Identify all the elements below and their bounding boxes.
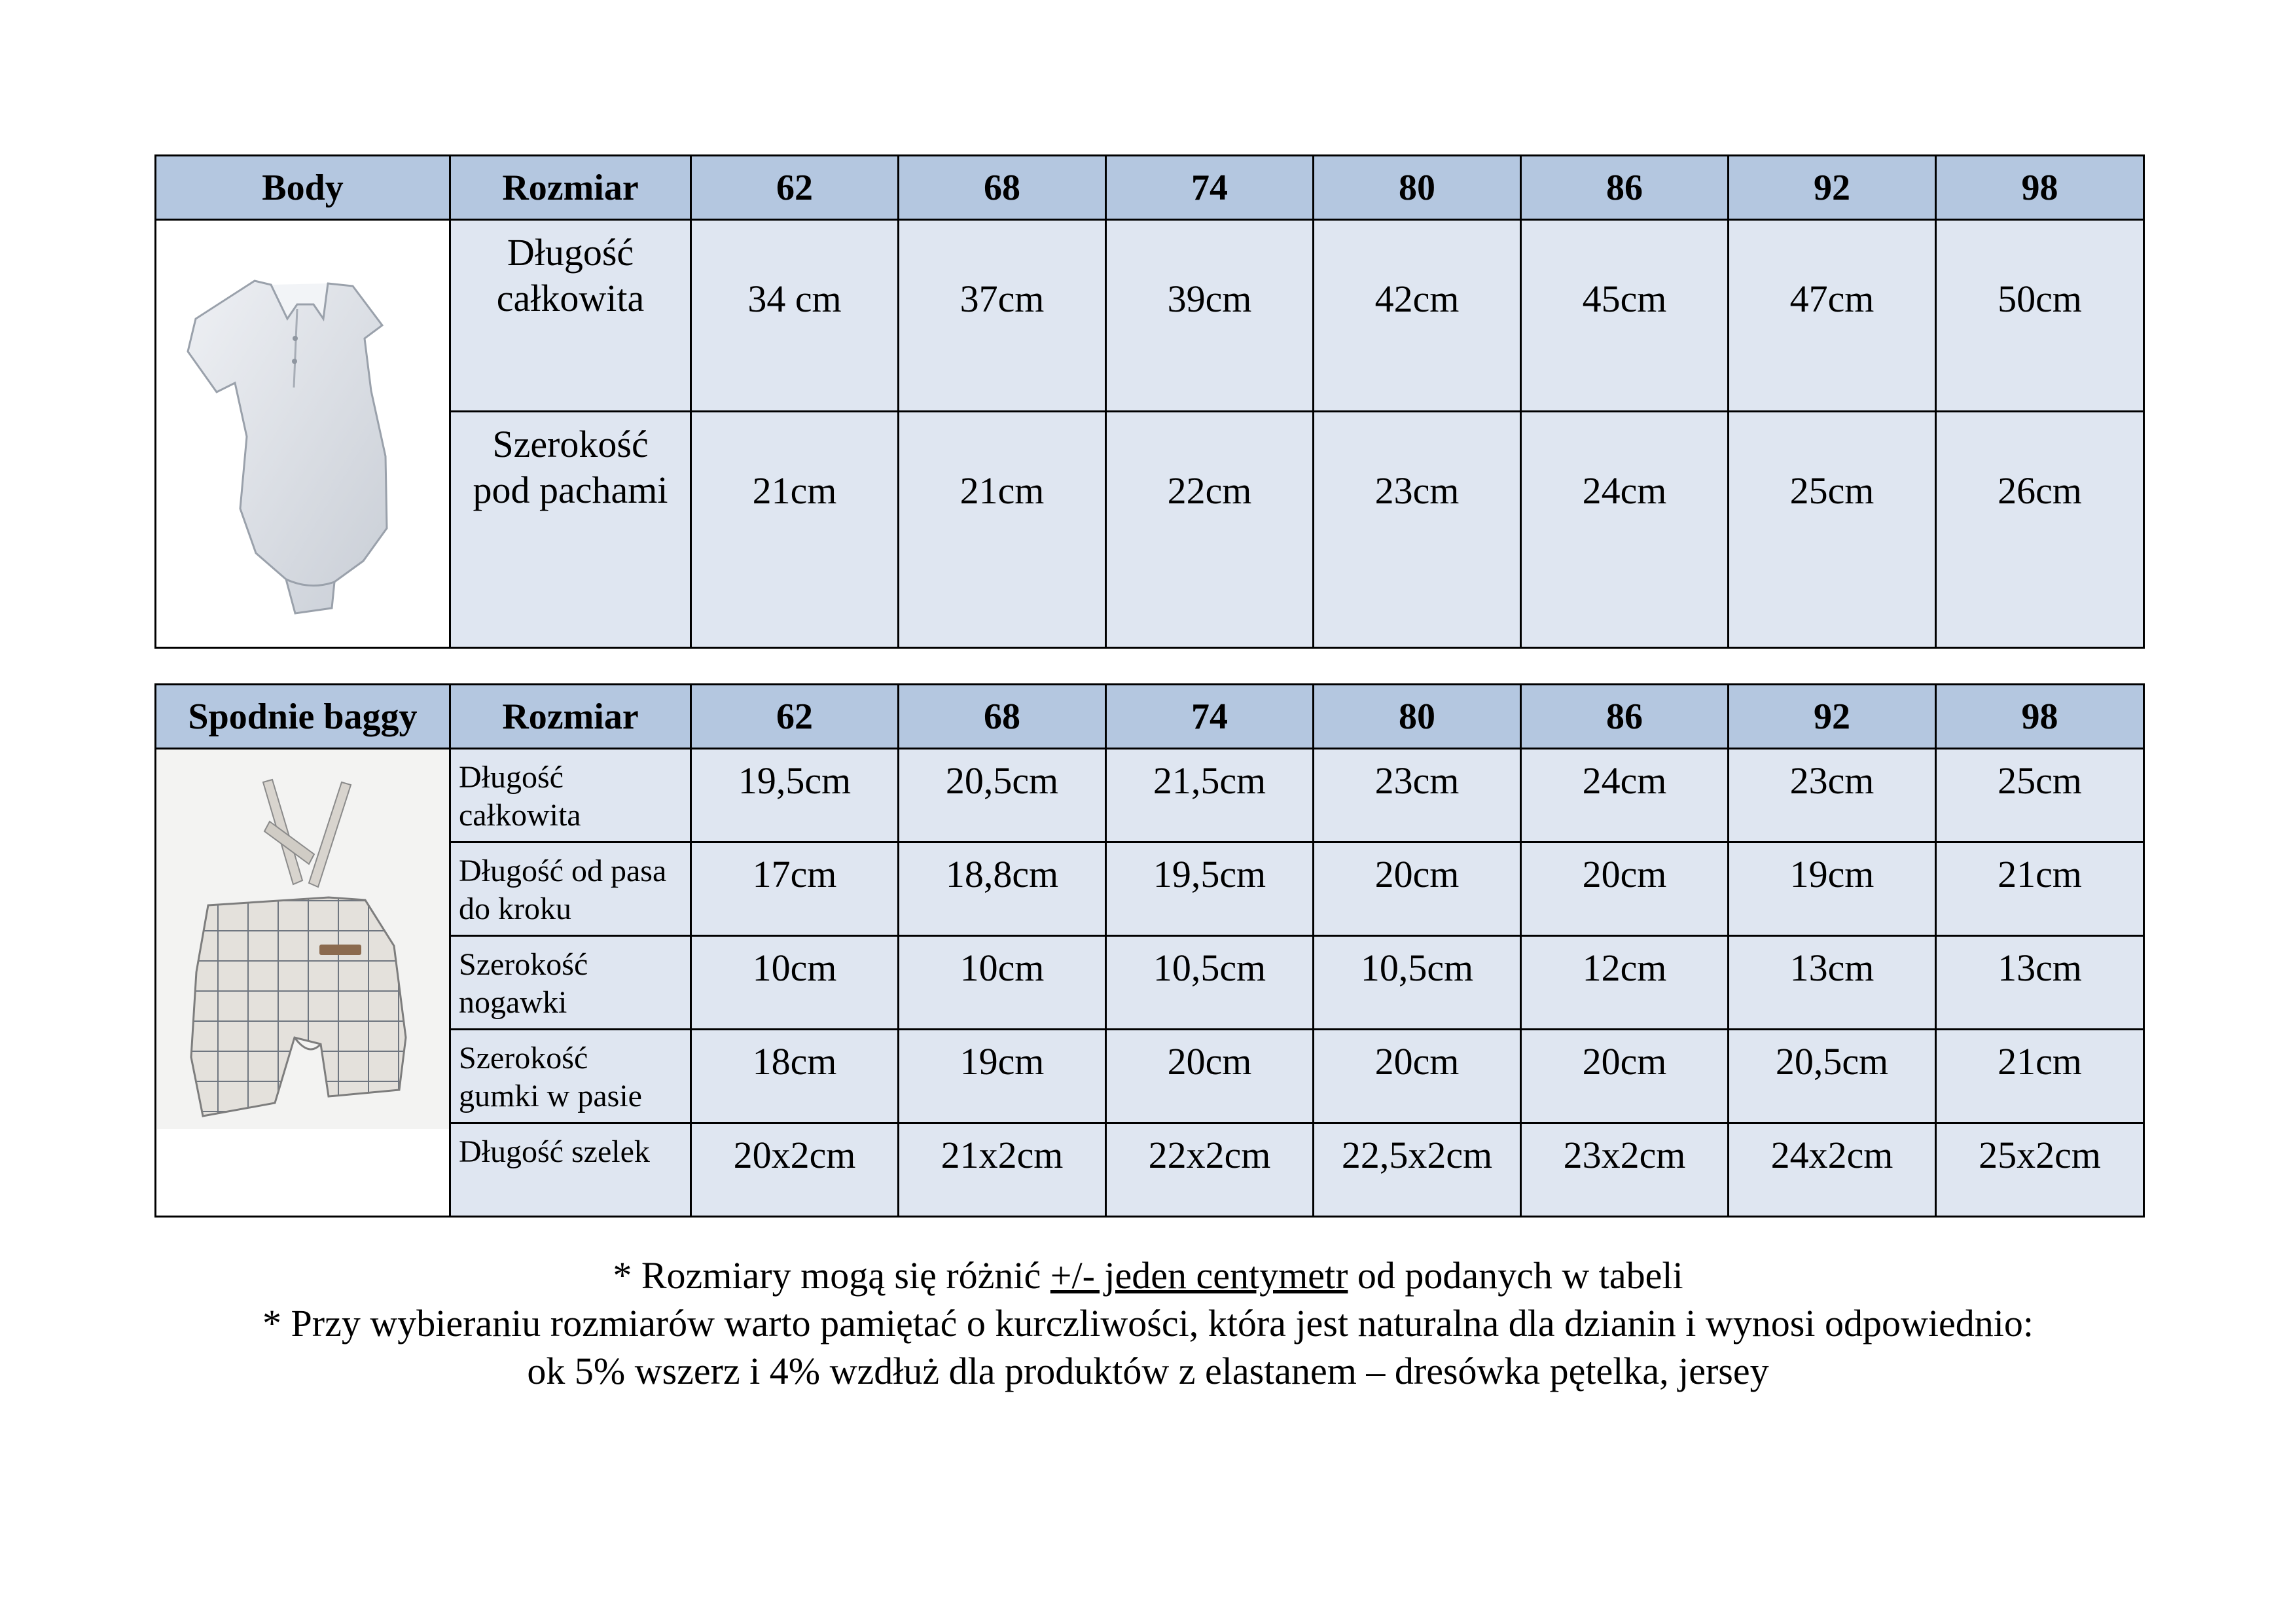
value-cell: 19cm — [899, 1030, 1106, 1123]
size-col: 92 — [1729, 685, 1936, 749]
size-col: 80 — [1314, 685, 1521, 749]
header-row — [156, 685, 2144, 749]
value-cell: 21cm — [1936, 1030, 2144, 1123]
label-line: Długość — [459, 760, 564, 795]
value-cell — [899, 220, 1106, 412]
value-cell: 20cm — [1314, 842, 1521, 936]
size-header: Rozmiar — [450, 156, 691, 220]
value: 47cm — [1789, 278, 1874, 320]
value-cell: 23cm — [1314, 749, 1521, 842]
label-line: Szerokość — [459, 947, 588, 982]
bodysuit-image — [156, 220, 450, 648]
value-cell: 20,5cm — [1729, 1030, 1936, 1123]
label-line: Długość szelek — [459, 1134, 650, 1169]
value-cell: 21x2cm — [899, 1123, 1106, 1217]
table-row — [156, 220, 2144, 412]
value-cell: 20cm — [1106, 1030, 1314, 1123]
value: 34 cm — [747, 278, 842, 320]
label-line: Szerokość — [492, 423, 649, 465]
note-line-1 — [0, 1252, 2296, 1299]
table-row — [156, 936, 2144, 1030]
value-cell: 13cm — [1936, 936, 2144, 1030]
value-cell: 12cm — [1521, 936, 1729, 1030]
value-cell: 20cm — [1521, 1030, 1729, 1123]
size-header: Rozmiar — [450, 685, 691, 749]
bodysuit-icon — [156, 221, 451, 646]
pants-icon — [157, 749, 449, 1129]
value-cell: 10cm — [691, 936, 899, 1030]
size-col: 74 — [1106, 156, 1314, 220]
value-cell: 25x2cm — [1936, 1123, 2144, 1217]
value-cell: 21,5cm — [1106, 749, 1314, 842]
size-col: 86 — [1521, 685, 1729, 749]
value-cell — [691, 220, 899, 412]
value-cell: 20x2cm — [691, 1123, 899, 1217]
size-col: 68 — [899, 685, 1106, 749]
value: 21cm — [960, 469, 1045, 512]
label-line: do kroku — [459, 892, 571, 926]
label-line: całkowita — [496, 277, 645, 319]
measure-label — [450, 412, 691, 648]
value-cell: 18cm — [691, 1030, 899, 1123]
value: 22cm — [1167, 469, 1252, 512]
label-line: nogawki — [459, 985, 567, 1020]
value-cell — [899, 412, 1106, 648]
value: 26cm — [1998, 469, 2082, 512]
value-cell: 10cm — [899, 936, 1106, 1030]
value-cell: 17cm — [691, 842, 899, 936]
value: 50cm — [1998, 278, 2082, 320]
value: 23cm — [1374, 469, 1460, 512]
value-cell: 21cm — [1936, 842, 2144, 936]
measure-label — [450, 220, 691, 412]
size-col: 68 — [899, 156, 1106, 220]
pants-size-table — [154, 683, 2145, 1218]
table-row — [156, 1030, 2144, 1123]
size-col: 62 — [691, 685, 899, 749]
value-cell: 22,5x2cm — [1314, 1123, 1521, 1217]
value-cell: 19,5cm — [1106, 842, 1314, 936]
value-cell: 10,5cm — [1106, 936, 1314, 1030]
value-cell: 18,8cm — [899, 842, 1106, 936]
value-cell — [1106, 412, 1314, 648]
body-size-table — [154, 154, 2145, 649]
value-cell — [1936, 220, 2144, 412]
size-col: 62 — [691, 156, 899, 220]
value: 37cm — [960, 278, 1045, 320]
measure-label — [450, 1123, 691, 1217]
note-text: od podanych w tabeli — [1348, 1254, 1683, 1297]
value: 21cm — [752, 469, 837, 512]
value-cell: 20cm — [1314, 1030, 1521, 1123]
value-cell — [1521, 220, 1729, 412]
value: 45cm — [1582, 278, 1667, 320]
measure-label — [450, 1030, 691, 1123]
value-cell: 10,5cm — [1314, 936, 1521, 1030]
table-row — [156, 842, 2144, 936]
pants-image — [156, 749, 450, 1217]
value-cell — [1106, 220, 1314, 412]
size-notes — [0, 1252, 2296, 1395]
product-name: Spodnie baggy — [156, 685, 450, 749]
value-cell: 24cm — [1521, 749, 1729, 842]
header-row — [156, 156, 2144, 220]
label-line: Szerokość — [459, 1041, 588, 1075]
label-line: całkowita — [459, 798, 581, 833]
value-cell: 20,5cm — [899, 749, 1106, 842]
value: 25cm — [1789, 469, 1874, 512]
value-cell: 19,5cm — [691, 749, 899, 842]
value: 39cm — [1167, 278, 1252, 320]
size-col: 98 — [1936, 156, 2144, 220]
label-line: Długość — [507, 231, 634, 274]
value-cell — [691, 412, 899, 648]
value-cell: 24x2cm — [1729, 1123, 1936, 1217]
size-col: 80 — [1314, 156, 1521, 220]
value-cell — [1729, 220, 1936, 412]
size-col: 92 — [1729, 156, 1936, 220]
table-row — [156, 749, 2144, 842]
table-row — [156, 412, 2144, 648]
product-name: Body — [156, 156, 450, 220]
measure-label — [450, 749, 691, 842]
value-cell: 22x2cm — [1106, 1123, 1314, 1217]
size-col: 98 — [1936, 685, 2144, 749]
table-row — [156, 1123, 2144, 1217]
value-cell: 23x2cm — [1521, 1123, 1729, 1217]
note-line-3: ok 5% wszerz i 4% wzdłuż dla produktów z elastanem – dresówka pętelka, jersey — [527, 1350, 1769, 1392]
value-cell — [1936, 412, 2144, 648]
value-cell — [1314, 412, 1521, 648]
value: 24cm — [1582, 469, 1667, 512]
note-emphasis: +/- jeden centymetr — [1050, 1254, 1348, 1297]
value-cell — [1314, 220, 1521, 412]
size-col: 86 — [1521, 156, 1729, 220]
value-cell — [1729, 412, 1936, 648]
value-cell: 13cm — [1729, 936, 1936, 1030]
value: 42cm — [1374, 278, 1460, 320]
value-cell: 20cm — [1521, 842, 1729, 936]
value-cell: 19cm — [1729, 842, 1936, 936]
measure-label — [450, 842, 691, 936]
value-cell — [1521, 412, 1729, 648]
size-col: 74 — [1106, 685, 1314, 749]
label-line: Długość od pasa — [459, 854, 667, 888]
value-cell: 25cm — [1936, 749, 2144, 842]
note-text: * Rozmiary mogą się różnić — [613, 1254, 1050, 1297]
value-cell: 23cm — [1729, 749, 1936, 842]
measure-label — [450, 936, 691, 1030]
label-line: pod pachami — [473, 469, 668, 511]
label-line: gumki w pasie — [459, 1079, 642, 1113]
note-line-2: * Przy wybieraniu rozmiarów warto pamiętać o kurczliwości, która jest naturalna dla dzianin i wynosi odpowiednio: — [262, 1302, 2034, 1344]
